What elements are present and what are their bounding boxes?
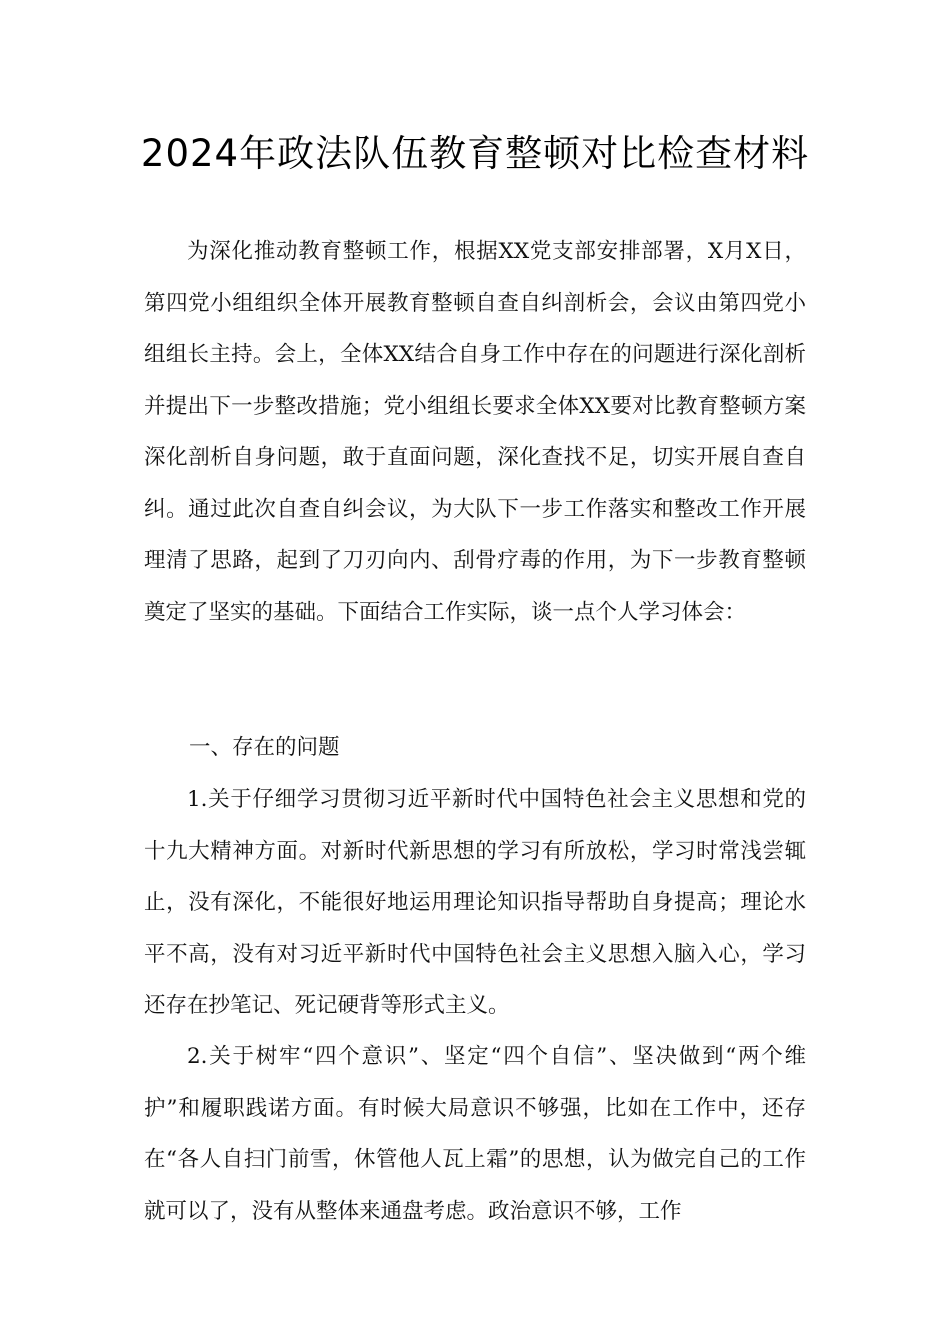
document-title: 2024年政法队伍教育整顿对比检查材料: [140, 132, 810, 175]
problem-item-2: 2.关于树牢“四个意识”、坚定“四个自信”、坚决做到“两个维护”和履职践诺方面。有时候大局意识不够强，比如在工作中，还存在“各人自扫门前雪，休管他人瓦上霜”的思想，认为做完自己的工作就可以了，没有从整体来通盘考虑。政治意识不够，工作: [144, 1044, 806, 1224]
problem-item-1: 1.关于仔细学习贯彻习近平新时代中国特色社会主义思想和党的十九大精神方面。对新时代新思想的学习有所放松，学习时常浅尝辄止，没有深化，不能很好地运用理论知识指导帮助自身提高；理论水平不高，没有对习近平新时代中国特色社会主义思想入脑入心，学习还存在抄笔记、死记硬背等形式主义。: [144, 787, 806, 1018]
intro-paragraph: 为深化推动教育整顿工作，根据XX党支部安排部署，X月X日，第四党小组组织全体开展教育整顿自查自纠剖析会，会议由第四党小组组长主持。会上，全体XX结合自身工作中存在的问题进行深化剖析并提出下一步整改措施；党小组组长要求全体XX要对比教育整顿方案深化剖析自身问题，敢于直面问题，深化查找不足，切实开展自查自纠。通过此次自查自纠会议，为大队下一步工作落实和整改工作开展理清了思路，起到了刀刃向内、刮骨疗毒的作用，为下一步教育整顿奠定了坚实的基础。下面结合工作实际，谈一点个人学习体会：: [144, 239, 806, 625]
section-heading: 一、存在的问题: [189, 735, 340, 760]
